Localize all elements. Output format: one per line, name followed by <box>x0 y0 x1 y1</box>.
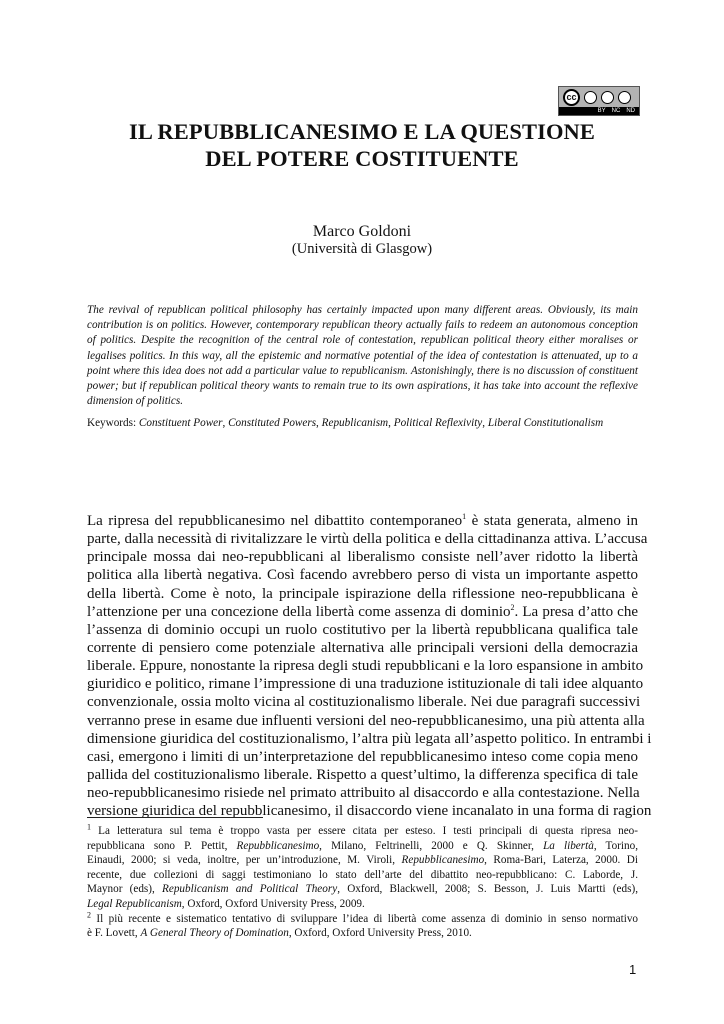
author-affiliation: (Università di Glasgow) <box>291 241 433 257</box>
body-line: parte, dalla necessità di rivitalizzare le virtù della politica e della cittadinanza attiva. L’accusa <box>87 531 648 548</box>
keyword: Constituted Powers <box>228 417 317 429</box>
footnote-1-line: recente, due collezioni di saggi testimoniano lo stato dell’arte del dibattito neo-repubblicano: C. Laborde, J. <box>87 868 638 881</box>
license-badge <box>558 86 640 116</box>
body-line: casi, emergono i limiti di un’interpretazione del repubblicanesimo inteso come copia meno <box>87 748 638 765</box>
body-line: politica alla libertà negativa. Così facendo avrebbero perso di vista un importante aspetto <box>87 567 638 584</box>
body-line: l’assenza di dominio occupi un ruolo costitutivo per la libertà repubblicana qualifica tale <box>87 621 638 638</box>
title-line-2: DEL POTERE COSTITUENTE <box>205 146 519 171</box>
footnote-ref[interactable]: 1 <box>462 512 467 521</box>
body-line: dimensione giuridica del costituzionalismo, l’altra più legata all’aspetto politico. In entrambi i <box>87 730 652 747</box>
body-paragraph <box>87 512 652 820</box>
body-line: pallida del costituzionalismo liberale. Rispetto a quest’ultimo, la differenza specifica di tale <box>87 766 638 783</box>
body-line: convenzionale, ossia molto vicina al costituzionalismo liberale. Nei due paragrafi successivi <box>87 694 641 711</box>
body-line: principale mossa dai neo-repubblicani al liberalismo consiste nell’aver ridotto la libertà <box>87 549 638 566</box>
footnote-2: $^2$ Il più recente e sistematico tentativo di sviluppare l’idea di libertà come assenza di dominio in senso normativo <box>87 909 639 925</box>
license-badge-top <box>559 87 639 107</box>
noderivatives-icon <box>618 91 631 104</box>
footnote-ref[interactable]: 2 <box>510 602 515 612</box>
abstract: The revival of republican political philosophy has certainly impacted upon many different areas. Obviously, its main contribution is on politics. However, contemporary republican theory actually fails to redeem an autonomous conception of politics. Despite the recognition of the central role of contestation, republican political theory either moralises or legalises politics. In this way, all the epistemic and normative potential of the idea of contestation is attenuated, up to a point where this idea does not add a particular value to republicanism. Astonishingly, there is no discussion of constituent power; but if republican political theory wants to remain true to its own aspirations, it has take into account the reflexive dimension of politics. <box>87 304 638 408</box>
keywords: Keywords: Constituent Power, Constituted Powers, Republicanism, Political Reflexivity, Liberal Constitutionalism <box>87 417 604 429</box>
footnote-separator <box>87 817 263 818</box>
body-line: liberale. Eppure, nonostante la ripresa degli studi repubblicani e la loro espansione in ambito <box>87 658 644 675</box>
attribution-icon <box>584 91 597 104</box>
footnote-1-line: Maynor (eds), Republicanism and Political Theory, Oxford, Blackwell, 2008; S. Besson, J. Luis Martti (eds), <box>87 883 638 896</box>
cc-icon: cc <box>563 89 580 106</box>
body-line: l’attenzione per una concezione della libertà come assenza di dominio$^2$. La presa d’atto che <box>87 602 638 620</box>
title-line-1: IL REPUBBLICANESIMO E LA QUESTIONE <box>128 119 596 144</box>
footnote-1-line: repubblicana sono P. Pettit, Repubblicanesimo, Milano, Feltrinelli, 2000 e Q. Skinner, La libertà, Torino, <box>87 839 638 852</box>
body-line: corrente di pensiero come potenziale alternativa alle principali versioni della democrazia <box>87 639 638 656</box>
keyword: Constituent Power <box>138 417 223 429</box>
footnote-1: $^1$ La letteratura sul tema è troppo vasta per essere citata per esteso. I testi principali di questa ripresa neo- <box>87 822 639 837</box>
noncommercial-icon <box>601 91 614 104</box>
license-label-nd: ND <box>626 108 635 114</box>
paper-title <box>0 118 724 172</box>
body-line: giuridico e politico, rimane l’impressione di una traduzione istituzionale di tali idee alquanto <box>87 676 644 693</box>
footnote-1-line: Legal Republicanism, Oxford, Oxford University Press, 2009. <box>87 897 365 910</box>
body-line: verranno prese in esame due influenti versioni del neo-repubblicanesimo, una più attenta alla <box>87 712 645 729</box>
license-label-nc: NC <box>611 108 621 114</box>
footnotes <box>87 824 638 941</box>
body-line: della libertà. Come è noto, la principale ispirazione della riflessione neo-repubblicana è <box>87 585 638 602</box>
keywords-label: Keywords: <box>87 417 137 429</box>
author-name: Marco Goldoni <box>312 223 412 240</box>
body-line: neo-repubblicanesimo risiede nel primato attribuito al disaccordo e alla contestazione. Nella <box>87 785 640 802</box>
keyword: Political Reflexivity <box>393 417 483 429</box>
keyword: Liberal Constitutionalism <box>487 417 604 429</box>
license-label-by: BY <box>597 108 606 114</box>
license-badge-labels <box>559 107 639 115</box>
keyword: Republicanism <box>321 417 389 429</box>
footnote-2-line: è F. Lovett, A General Theory of Domination, Oxford, Oxford University Press, 2010. <box>87 927 472 940</box>
body-line: La ripresa del repubblicanesimo nel dibattito contemporaneo$^1$ è stata generata, almeno in <box>87 512 639 529</box>
footnote-1-line: Einaudi, 2000; si veda, inoltre, per un’introduzione, M. Viroli, Repubblicanesimo, Roma-Bari, Laterza, 2000. Di <box>87 854 638 867</box>
page-number: 1 <box>629 962 637 977</box>
body-line: versione giuridica del repubblicanesimo, il disaccordo viene incanalato in una forma di ragion <box>87 803 652 820</box>
